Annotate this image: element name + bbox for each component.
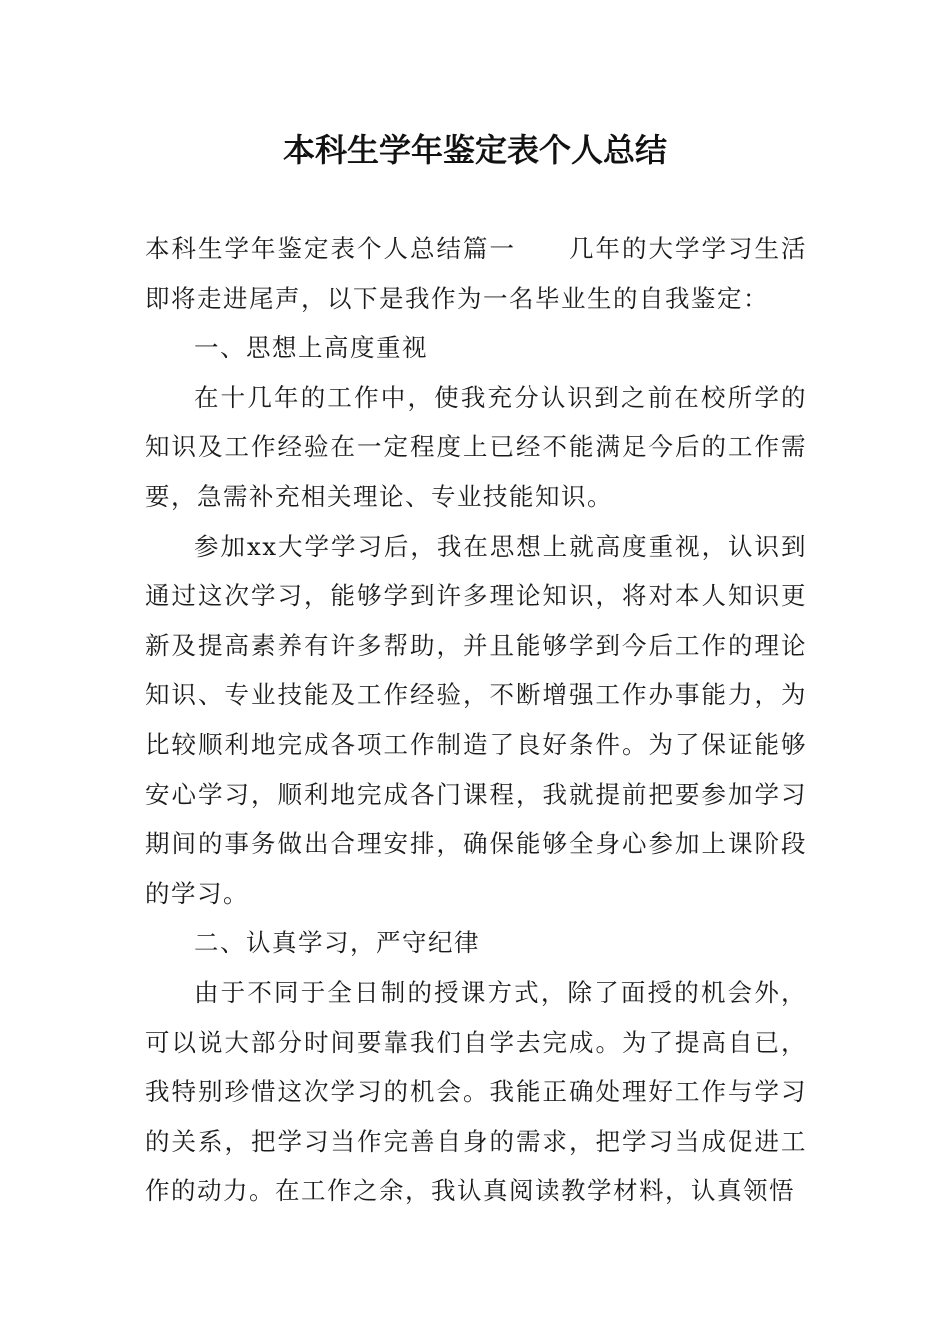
paragraph: 在十几年的工作中，使我充分认识到之前在校所学的知识及工作经验在一定程度上已经不能满足今后的工作需要，急需补充相关理论、专业技能知识。: [145, 382, 807, 511]
paragraph: 由于不同于全日制的授课方式，除了面授的机会外，可以说大部分时间要靠我们自学去完成。为了提高自已，我特别珍惜这次学习的机会。我能正确处理好工作与学习的关系，把学习当作完善自身的需求，把学习当成促进工作的动力。在工作之余，我认真阅读教学材料，认真领悟: [145, 977, 807, 1206]
paragraph-intro: 本科生学年鉴定表个人总结篇一 几年的大学学习生活即将走进尾声，以下是我作为一名毕业生的自我鉴定：: [145, 234, 807, 313]
section-heading-1: 一、思想上高度重视: [194, 333, 428, 363]
document-title: 本科生学年鉴定表个人总结: [282, 131, 667, 169]
paragraph: 参加xx大学学习后，我在思想上就高度重视，认识到通过这次学习，能够学到许多理论知识，将对本人知识更新及提高素养有许多帮助，并且能够学到今后工作的理论知识、专业技能及工作经验，不断增强工作办事能力，为比较顺利地完成各项工作制造了良好条件。为了保证能够安心学习，顺利地完成各门课程，我就提前把要参加学习期间的事务做出合理安排，确保能够全身心参加上课阶段的学习。: [145, 531, 807, 908]
document-body: [145, 224, 807, 1216]
section-heading-2: 二、认真学习，严守纪律: [194, 928, 480, 958]
